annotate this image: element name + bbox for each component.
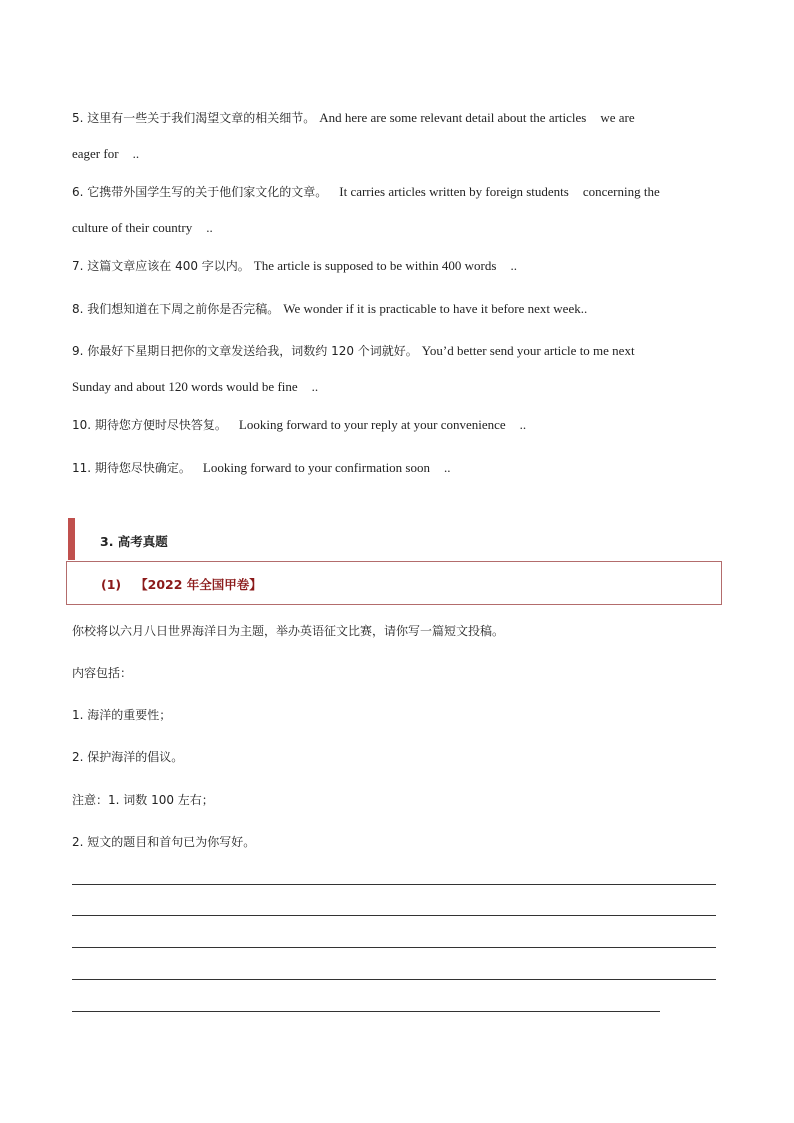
- item-10-end: ..: [519, 417, 527, 432]
- item-7-end: ..: [510, 258, 517, 273]
- item-6-line-2: [72, 220, 213, 236]
- item-11-english: Looking forward to your confirmation soon: [202, 460, 430, 475]
- writing-line[interactable]: [72, 884, 716, 885]
- item-8-line: [72, 301, 587, 317]
- item-5-end: ..: [132, 146, 140, 161]
- item-6-end: ..: [206, 220, 213, 235]
- prompt-point-2: 2. 保护海洋的倡议。: [72, 750, 184, 764]
- item-9-continuation: Sunday and about 120 words would be fine: [72, 379, 298, 394]
- prompt-point-1: 1. 海洋的重要性；: [72, 708, 172, 722]
- prompt-note-1: 注意：1. 词数 100 左右；: [72, 793, 214, 807]
- item-9-line-2: [72, 379, 318, 395]
- item-5-line-1: [72, 110, 635, 126]
- item-5-english: And here are some relevant detail about the articles: [319, 110, 587, 125]
- item-10-chinese: 10. 期待您方便时尽快答复。: [72, 418, 227, 432]
- section-header: [68, 518, 724, 560]
- exam-name: 【2022 年全国甲卷】: [135, 577, 262, 592]
- section-title: 3. 高考真题: [100, 534, 168, 549]
- item-6-continuation: culture of their country: [72, 220, 193, 235]
- item-6-line-1: [72, 184, 660, 200]
- item-7-english: The article is supposed to be within 400 words: [253, 258, 497, 273]
- prompt-content-label: 内容包括：: [72, 666, 133, 680]
- item-11-line: [72, 460, 450, 476]
- writing-line[interactable]: [72, 979, 716, 980]
- section-accent-bar: [68, 518, 75, 560]
- item-8-english: We wonder if it is practicable to have it before next week..: [283, 301, 588, 316]
- exam-header-box: [66, 561, 722, 605]
- writing-line[interactable]: [72, 1011, 660, 1012]
- item-5-chinese: 5. 这里有一些关于我们渴望文章的相关细节。: [72, 111, 316, 125]
- prompt-note-2: 2. 短文的题目和首句已为你写好。: [72, 835, 256, 849]
- writing-line[interactable]: [72, 915, 716, 916]
- item-6-english-2: concerning the: [582, 184, 660, 199]
- item-9-line-1: [72, 343, 635, 359]
- item-10-line: [72, 417, 526, 433]
- item-11-end: ..: [443, 460, 451, 475]
- writing-line[interactable]: [72, 947, 716, 948]
- item-9-english: You’d better send your article to me next: [421, 343, 635, 358]
- item-6-english: It carries articles written by foreign students: [339, 184, 569, 199]
- item-5-continuation: eager for: [72, 146, 119, 161]
- item-9-chinese: 9. 你最好下星期日把你的文章发送给我，词数约 120 个词就好。: [72, 344, 418, 358]
- item-9-end: ..: [311, 379, 319, 394]
- item-7-line: [72, 258, 517, 274]
- exam-number: (1): [101, 577, 122, 592]
- item-5-english-2: we are: [600, 110, 635, 125]
- item-11-chinese: 11. 期待您尽快确定。: [72, 461, 191, 475]
- exam-title: [101, 575, 262, 593]
- item-5-line-2: [72, 146, 139, 162]
- prompt-intro: 你校将以六月八日世界海洋日为主题，举办英语征文比赛，请你写一篇短文投稿。: [72, 624, 505, 638]
- item-7-chinese: 7. 这篇文章应该在 400 字以内。: [72, 259, 250, 273]
- item-8-chinese: 8. 我们想知道在下周之前你是否完稿。: [72, 302, 280, 316]
- item-10-english: Looking forward to your reply at your convenience: [238, 417, 506, 432]
- item-6-chinese: 6. 它携带外国学生写的关于他们家文化的文章。: [72, 185, 328, 199]
